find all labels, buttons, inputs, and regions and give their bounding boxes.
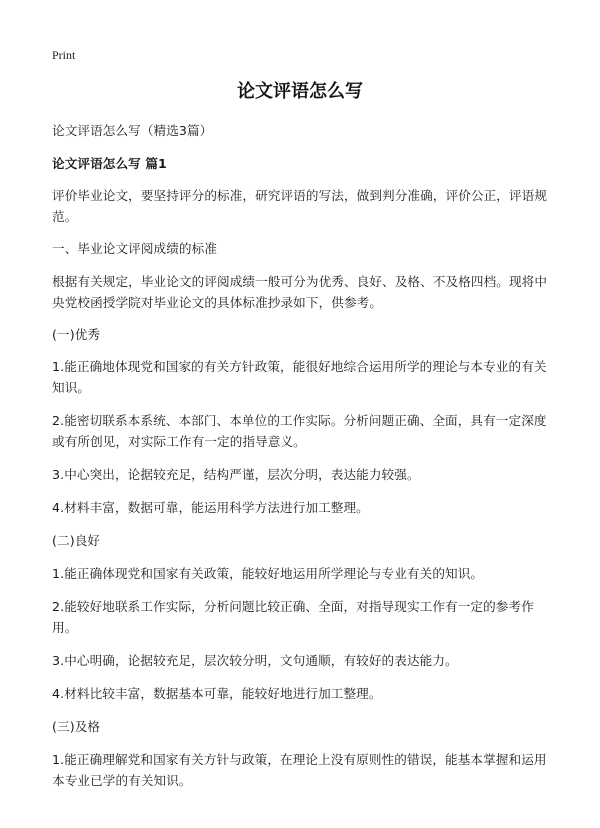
paragraph-good-1: 1.能正确体现党和国家有关政策，能较好地运用所学理论与专业有关的知识。: [52, 566, 484, 581]
section-heading: 论文评语怎么写 篇1: [52, 156, 167, 171]
paragraph-intro: 评价毕业论文，要坚持评分的标准，研究评语的写法，做到判分准确，评价公正，评语规范。: [52, 188, 548, 224]
paragraph-pass-1: 1.能正确理解党和国家有关方针与政策，在理论上没有原则性的错误，能基本掌握和运用本专业已学的有关知识。: [52, 752, 547, 788]
document-title: 论文评语怎么写: [237, 81, 363, 102]
paragraph-good-3: 3.中心明确，论据较充足，层次较分明，文句通顺，有较好的表达能力。: [52, 653, 458, 668]
paragraph-excellent-3: 3.中心突出，论据较充足，结构严谨，层次分明，表达能力较强。: [52, 467, 420, 482]
paragraph-good-2: 2.能较好地联系工作实际，分析问题比较正确、全面，对指导现实工作有一定的参考作用。: [52, 599, 534, 635]
paragraph-excellent-2: 2.能密切联系本系统、本部门、本单位的工作实际。分析问题正确、全面，具有一定深度或有所创见，对实际工作有一定的指导意义。: [52, 413, 547, 449]
paragraph-grade-excellent: (一)优秀: [52, 327, 101, 342]
paragraph-excellent-4: 4.材料丰富，数据可靠，能运用科学方法进行加工整理。: [52, 500, 369, 515]
document-body: [52, 120, 550, 791]
paragraph-good-4: 4.材料比较丰富，数据基本可靠，能较好地进行加工整理。: [52, 686, 382, 701]
paragraph-grade-pass: (三)及格: [52, 719, 101, 734]
paragraph-heading-standards: 一、毕业论文评阅成绩的标准: [52, 241, 218, 256]
print-link[interactable]: Print: [52, 48, 76, 62]
paragraph-excellent-1: 1.能正确地体现党和国家的有关方针政策，能很好地综合运用所学的理论与本专业的有关知识。: [52, 359, 547, 395]
document-subtitle: 论文评语怎么写（精选3篇）: [52, 123, 213, 138]
paragraph-standards-intro: 根据有关规定，毕业论文的评阅成绩一般可分为优秀、良好、及格、不及格四档。现将中央党校函授学院对毕业论文的具体标准抄录如下，供参考。: [52, 274, 548, 310]
paragraph-grade-good: (二)良好: [52, 533, 101, 548]
